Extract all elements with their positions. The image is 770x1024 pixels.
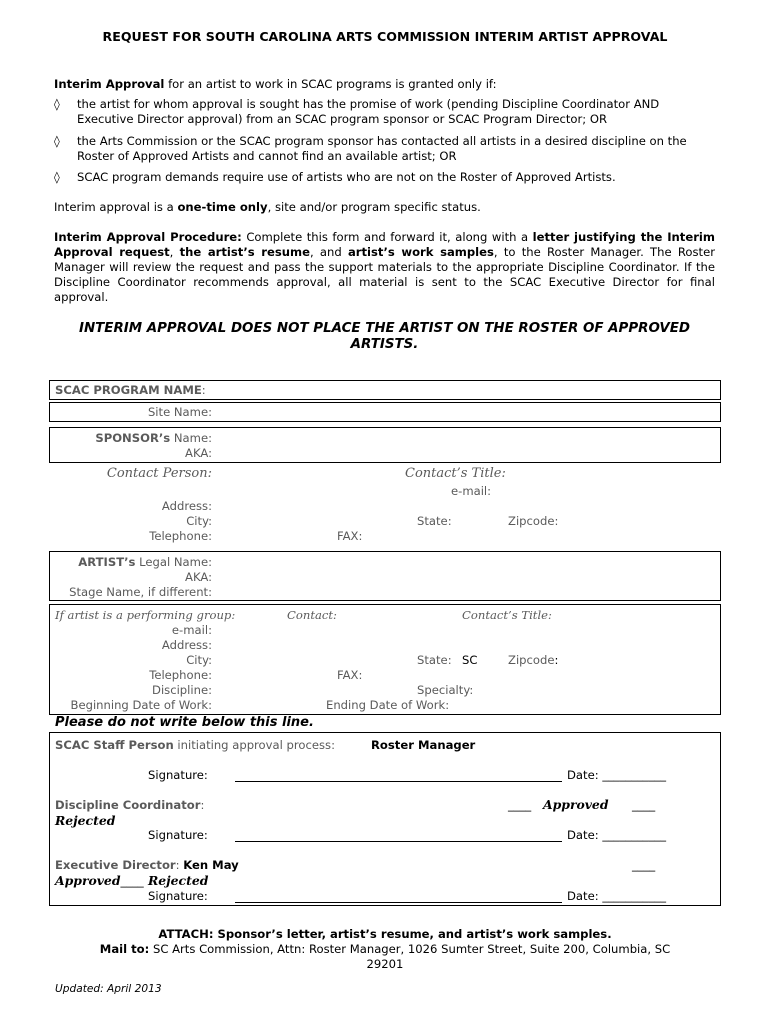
group-address-label: Address: xyxy=(161,638,212,652)
group-telephone-label: Telephone: xyxy=(149,668,212,682)
ed-date-label xyxy=(567,889,666,903)
procedure-paragraph xyxy=(54,230,715,305)
staff-signature-line[interactable] xyxy=(235,781,562,782)
staff-date-text: Date: xyxy=(567,768,599,782)
group-zipcode-colon: : xyxy=(554,653,559,667)
ed-signature-label: Signature: xyxy=(148,889,208,903)
ed-mid-blank[interactable]: ____ xyxy=(120,874,144,888)
artist-aka-label: AKA: xyxy=(185,570,212,584)
ed-right-blank[interactable]: ____ xyxy=(632,858,656,872)
staff-date-label xyxy=(567,768,666,782)
mail-to-line xyxy=(0,942,770,956)
sponsor-state-label: State: xyxy=(417,514,452,528)
bullet-icon: ◊ xyxy=(54,170,60,184)
procedure-bold: artist’s work samples xyxy=(347,245,494,259)
dc-bold: Discipline Coordinator xyxy=(55,798,201,812)
staff-person-value: Roster Manager xyxy=(371,738,476,752)
one-time-pre: Interim approval is a xyxy=(54,200,178,214)
group-zipcode-text: Zipcode xyxy=(508,653,555,667)
bullet-text-3: SCAC program demands require use of artists who are not on the Roster of Approved Artists. xyxy=(77,170,616,184)
sponsor-address-label: Address: xyxy=(161,499,212,513)
ed-approved-label: Approved xyxy=(55,873,121,888)
ed-signature-line[interactable] xyxy=(235,902,562,903)
procedure-text: , and xyxy=(309,245,348,259)
intro-lead xyxy=(54,77,715,92)
procedure-text: , to the Roster Manager. The Roster Manager will review the request and pass the support materials to the appropriate Discipline Coordinator. If the Discipline Coordinator recommends approval, all material is sent to the SCAC Executive Director for final approval. xyxy=(54,245,715,304)
ed-colon: : xyxy=(175,858,184,872)
mail-to-zip: 29201 xyxy=(366,957,404,971)
page-title: REQUEST FOR SOUTH CAROLINA ARTS COMMISSION INTERIM ARTIST APPROVAL xyxy=(102,29,668,44)
procedure-bold: letter justifying the Interim Approval request xyxy=(54,230,715,259)
group-fax-label: FAX: xyxy=(337,668,363,682)
dc-approved-label: Approved xyxy=(543,797,609,812)
intro-lead-rest: for an artist to work in SCAC programs is granted only if: xyxy=(164,77,497,91)
site-name-label: Site Name: xyxy=(147,405,212,419)
ed-bold: Executive Director xyxy=(55,858,176,872)
bullet-text-2: the Arts Commission or the SCAC program sponsor has contacted all artists in a desired discipline on the Roster of Approved Artists and cannot find an available artist; OR xyxy=(77,134,687,163)
do-not-write-notice: Please do not write below this line. xyxy=(55,715,314,730)
dc-label xyxy=(55,798,204,812)
procedure-text: Complete this form and forward it, along with a xyxy=(241,230,533,244)
procedure-label: Interim Approval Procedure: xyxy=(54,230,242,244)
sponsor-telephone-label: Telephone: xyxy=(149,529,212,543)
performing-group-label: If artist is a performing group: xyxy=(55,608,236,622)
sponsor-city-label: City: xyxy=(186,514,212,528)
ed-rejected-label: Rejected xyxy=(148,873,209,888)
staff-date-blank[interactable]: ___________ xyxy=(602,768,667,782)
group-email-label: e-mail: xyxy=(171,623,212,637)
artist-legal-name-label xyxy=(78,555,212,569)
approval-banner: INTERIM APPROVAL DOES NOT PLACE THE ARTIST ON THE ROSTER OF APPROVED ARTISTS. xyxy=(78,321,691,352)
begin-date-label: Beginning Date of Work: xyxy=(70,698,212,712)
dc-signature-line[interactable] xyxy=(235,841,562,842)
dc-rejected-label: Rejected xyxy=(55,813,116,828)
group-city-label: City: xyxy=(186,653,212,667)
ed-date-blank[interactable]: ___________ xyxy=(602,889,667,903)
artist-stage-name-label: Stage Name, if different: xyxy=(69,585,212,599)
group-zipcode-label xyxy=(508,653,558,667)
dc-date-text: Date: xyxy=(567,828,599,842)
artist-rest: Legal Name: xyxy=(135,555,212,569)
group-specialty-label: Specialty: xyxy=(417,683,474,697)
artist-bold: ARTIST’s xyxy=(78,555,136,569)
ed-line xyxy=(55,858,239,872)
one-time-note xyxy=(54,200,715,215)
dc-rejected-blank[interactable]: ____ xyxy=(632,798,656,812)
intro-lead-bold: Interim Approval xyxy=(54,77,165,91)
sponsor-contact-title-label: Contact’s Title: xyxy=(405,466,506,481)
ed-value: Ken May xyxy=(183,858,239,872)
bullet-text-1: the artist for whom approval is sought has the promise of work (pending Discipline Coordinator AND Executive Director approval) from an SCAC program sponsor or SCAC Program Director; OR xyxy=(77,97,660,126)
group-state-value: SC xyxy=(462,653,478,667)
program-name-colon: : xyxy=(201,383,206,397)
ed-date-text: Date: xyxy=(567,889,599,903)
staff-person-line xyxy=(55,738,335,752)
one-time-post: , site and/or program specific status. xyxy=(267,200,481,214)
program-name-label xyxy=(55,383,206,397)
one-time-bold: one-time only xyxy=(177,200,268,214)
procedure-text: , xyxy=(169,245,180,259)
sponsor-contact-person-label: Contact Person: xyxy=(106,466,212,481)
attach-note: ATTACH: Sponsor’s letter, artist’s resume, and artist’s work samples. xyxy=(158,927,612,941)
program-name-bold: SCAC PROGRAM NAME xyxy=(55,383,202,397)
staff-bold: SCAC Staff Person xyxy=(55,738,174,752)
sponsor-rest: Name: xyxy=(170,431,212,445)
mail-to-address: SC Arts Commission, Attn: Roster Manager, 1026 Sumter Street, Suite 200, Columbia, SC xyxy=(149,942,671,956)
ed-approval-line xyxy=(55,873,208,888)
sponsor-name-label xyxy=(95,431,212,445)
dc-colon: : xyxy=(200,798,205,812)
group-contact-label: Contact: xyxy=(287,608,337,622)
dc-date-label xyxy=(567,828,666,842)
bullet-icon: ◊ xyxy=(54,97,60,111)
dc-approved-blank[interactable]: ____ xyxy=(508,798,532,812)
staff-rest: initiating approval process: xyxy=(173,738,335,752)
sponsor-aka-label: AKA: xyxy=(185,446,212,460)
updated-date: Updated: April 2013 xyxy=(55,983,162,995)
dc-signature-label: Signature: xyxy=(148,828,208,842)
sponsor-fax-label: FAX: xyxy=(337,529,363,543)
group-state-label: State: xyxy=(417,653,452,667)
bullet-icon: ◊ xyxy=(54,134,60,148)
procedure-bold: the artist’s resume xyxy=(179,245,310,259)
group-discipline-label: Discipline: xyxy=(152,683,212,697)
sponsor-zipcode-label: Zipcode: xyxy=(508,514,559,528)
dc-date-blank[interactable]: ___________ xyxy=(602,828,667,842)
group-contact-title-label: Contact’s Title: xyxy=(462,608,552,622)
sponsor-bold: SPONSOR’s xyxy=(95,431,171,445)
staff-signature-label: Signature: xyxy=(148,768,208,782)
sponsor-email-label: e-mail: xyxy=(451,484,492,498)
mail-to-label: Mail to: xyxy=(99,942,150,956)
end-date-label: Ending Date of Work: xyxy=(326,698,450,712)
